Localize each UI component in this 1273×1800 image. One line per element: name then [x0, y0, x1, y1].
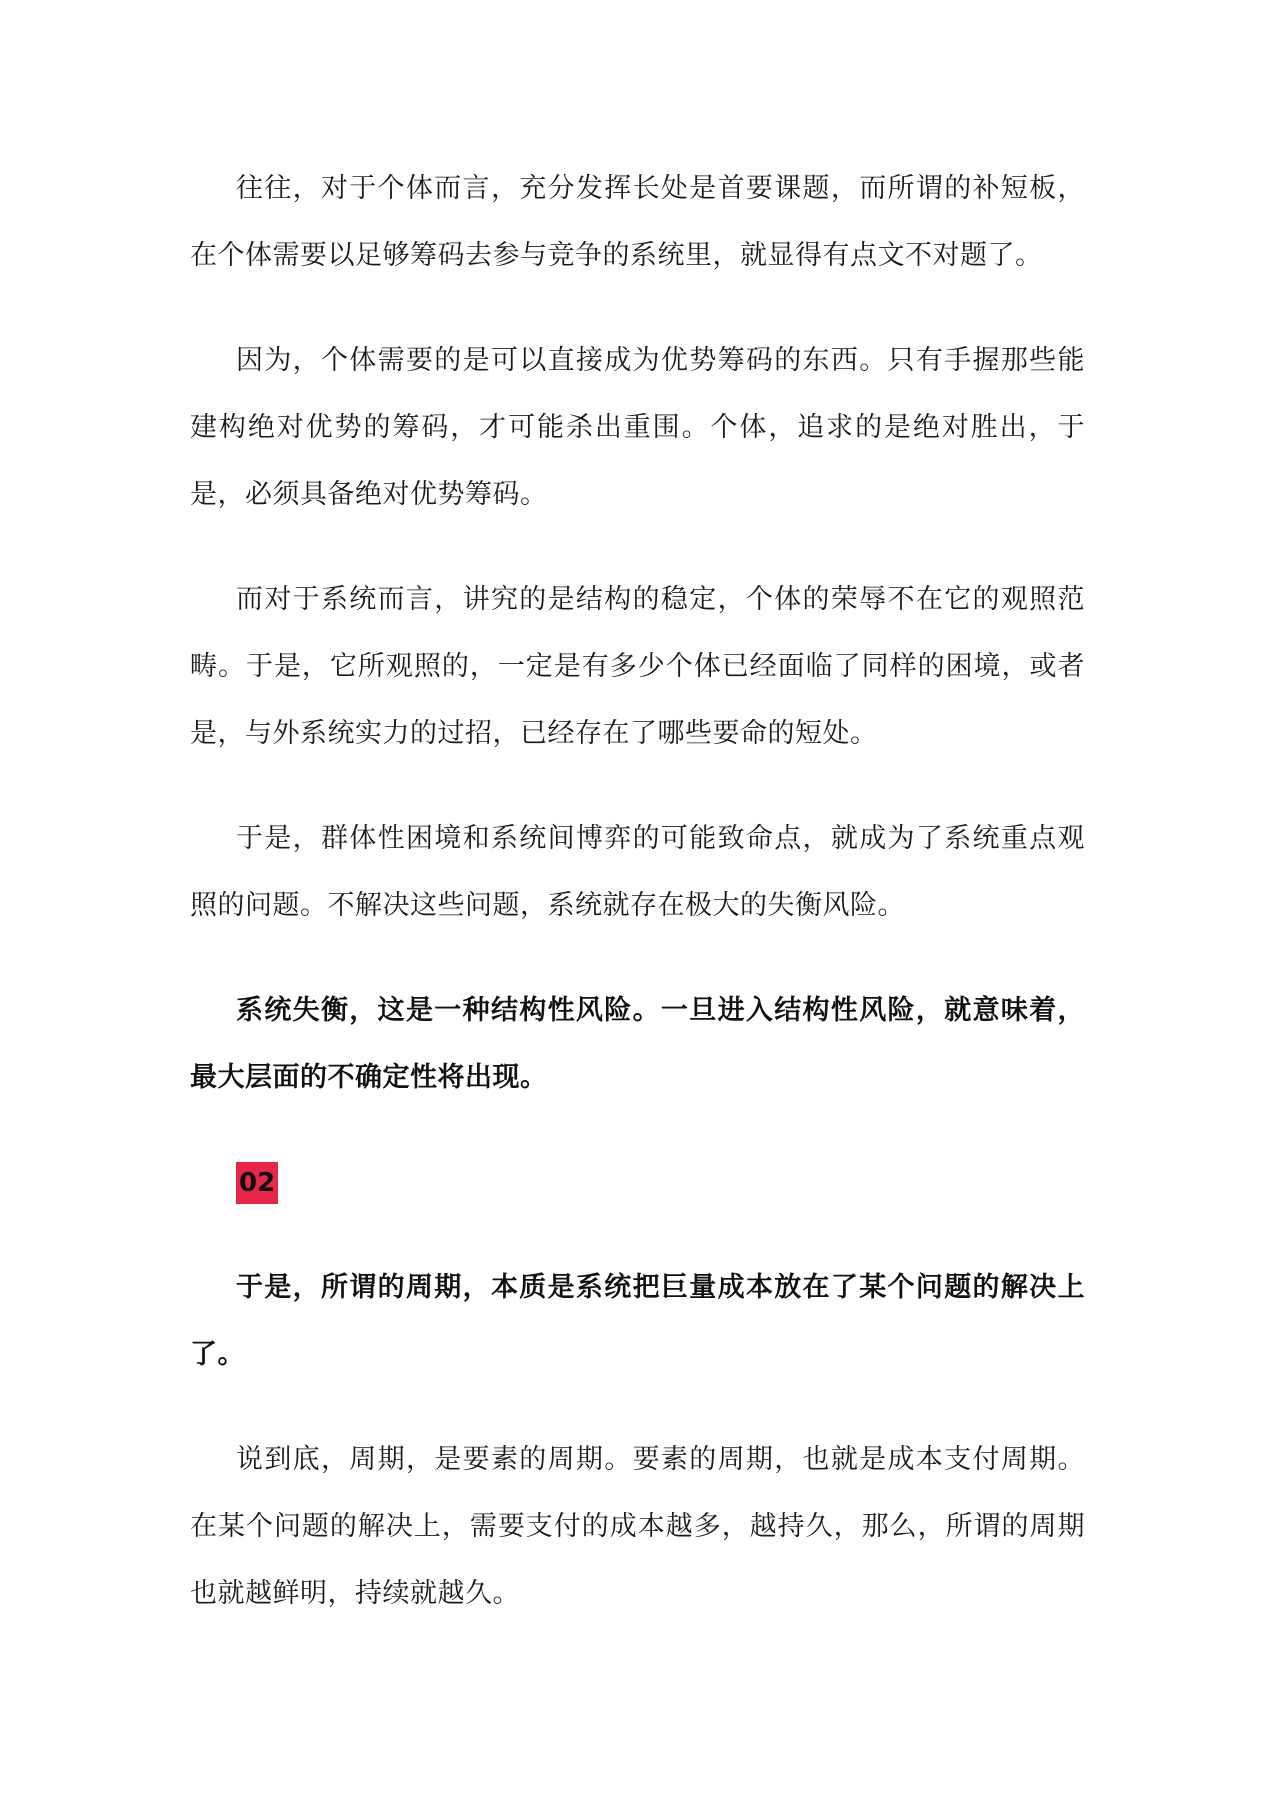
paragraph-1: 往往，对于个体而言，充分发挥长处是首要课题，而所谓的补短板，在个体需要以足够筹码去参与竞争的系统里，就显得有点文不对题了。 [190, 173, 1085, 271]
section-badge-row [190, 1149, 1085, 1216]
paragraph-7: 说到底，周期，是要素的周期。要素的周期，也就是成本支付周期。在某个问题的解决上，需要支付的成本越多，越持久，那么，所谓的周期也就越鲜明，持续就越久。 [190, 1444, 1085, 1609]
paragraph-6-emphasis: 于是，所谓的周期，本质是系统把巨量成本放在了某个问题的解决上了。 [190, 1272, 1085, 1370]
article-body [190, 155, 1085, 1627]
section-number-badge: 02 [236, 1162, 278, 1204]
paragraph-5-emphasis: 系统失衡，这是一种结构性风险。一旦进入结构性风险，就意味着，最大层面的不确定性将出现。 [190, 995, 1085, 1093]
paragraph-3: 而对于系统而言，讲究的是结构的稳定，个体的荣辱不在它的观照范畴。于是，它所观照的，一定是有多少个体已经面临了同样的困境，或者是，与外系统实力的过招，已经存在了哪些要命的短处。 [190, 584, 1085, 749]
paragraph-2: 因为，个体需要的是可以直接成为优势筹码的东西。只有手握那些能建构绝对优势的筹码，才可能杀出重围。个体，追求的是绝对胜出，于是，必须具备绝对优势筹码。 [190, 345, 1085, 510]
paragraph-4: 于是，群体性困境和系统间博弈的可能致命点，就成为了系统重点观照的问题。不解决这些问题，系统就存在极大的失衡风险。 [190, 823, 1085, 921]
